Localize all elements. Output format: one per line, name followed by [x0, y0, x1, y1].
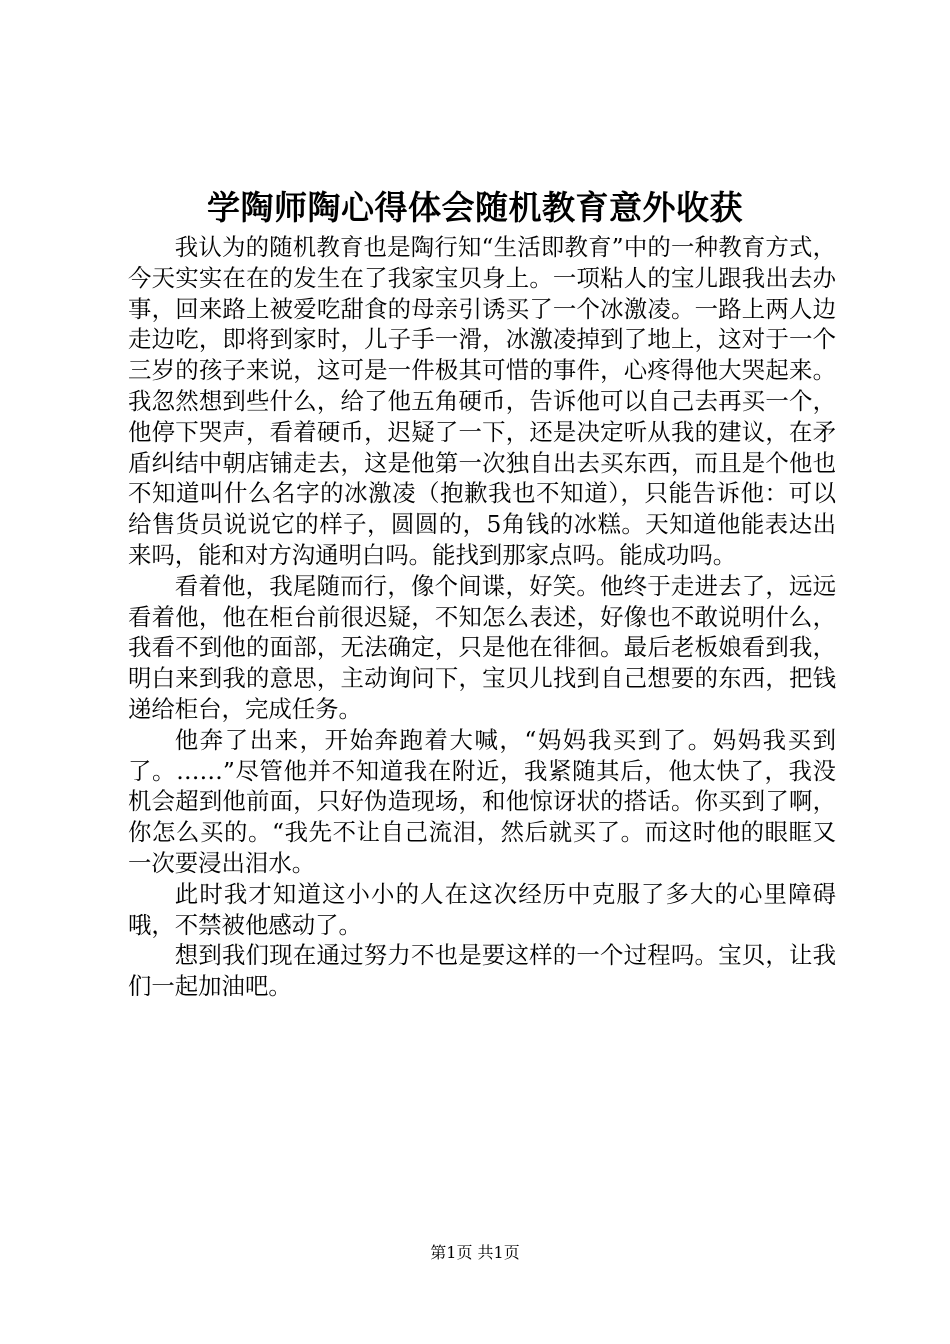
paragraph-4: 此时我才知道这小小的人在这次经历中克服了多大的心里障碍哦，不禁被他感动了。: [128, 879, 836, 939]
paragraph-2: 看着他，我尾随而行，像个间谍，好笑。他终于走进去了，远远看着他，他在柜台前很迟疑，不知怎么表述，好像也不敢说明什么，我看不到他的面部，无法确定，只是他在徘徊。最后老板娘看到我，明白来到我的意思，主动询问下，宝贝儿找到自己想要的东西，把钱递给柜台，完成任务。: [128, 571, 836, 723]
paragraph-5: 想到我们现在通过努力不也是要这样的一个过程吗。宝贝，让我们一起加油吧。: [128, 941, 836, 1001]
document-body: [128, 232, 836, 1002]
paragraph-3: 他奔了出来，开始奔跑着大喊，“妈妈我买到了。妈妈我买到了。……”尽管他并不知道我在附近，我紧随其后，他太快了，我没机会超到他前面，只好伪造现场，和他惊讶状的搭话。你买到了啊，你怎么买的。“我先不让自己流泪，然后就买了。而这时他的眼眶又一次要浸出泪水。: [128, 725, 836, 877]
document-title: 学陶师陶心得体会随机教育意外收获: [207, 188, 743, 227]
paragraph-1: 我认为的随机教育也是陶行知“生活即教育”中的一种教育方式，今天实实在在的发生在了我家宝贝身上。一项粘人的宝儿跟我出去办事，回来路上被爱吃甜食的母亲引诱买了一个冰激凌。一路上两人边走边吃，即将到家时，儿子手一滑，冰激凌掉到了地上，这对于一个三岁的孩子来说，这可是一件极其可惜的事件，心疼得他大哭起来。我忽然想到些什么，给了他五角硬币，告诉他可以自己去再买一个，他停下哭声，看着硬币，迟疑了一下，还是决定听从我的建议，在矛盾纠结中朝店铺走去，这是他第一次独自出去买东西，而且是个他也不知道叫什么名字的冰激凌（抱歉我也不知道），只能告诉他：可以给售货员说说它的样子，圆圆的，5角钱的冰糕。天知道他能表达出来吗，能和对方沟通明白吗。能找到那家点吗。能成功吗。: [128, 233, 836, 569]
page-footer: 第1页 共1页: [430, 1243, 520, 1262]
